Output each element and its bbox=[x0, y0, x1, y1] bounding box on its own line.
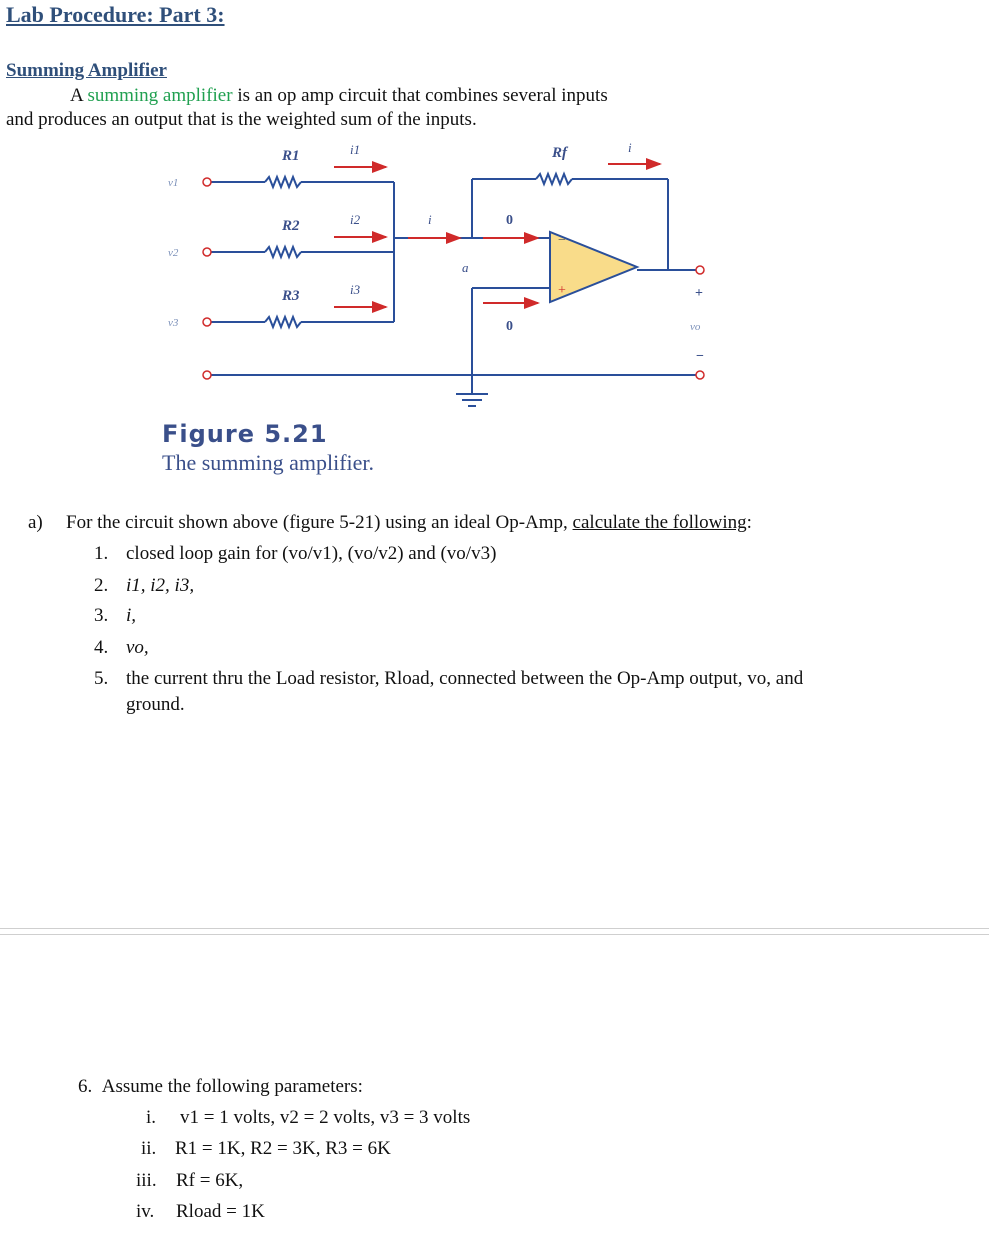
label-v3: v3 bbox=[168, 317, 179, 329]
item-5-line1: the current thru the Load resistor, Rload, connected between the Op-Amp output, vo, and bbox=[126, 668, 804, 689]
item-5-line2: ground. bbox=[126, 694, 185, 715]
param-i-number: i. bbox=[146, 1107, 157, 1128]
label-i3: i3 bbox=[350, 282, 361, 297]
param-iv-text: Rload = 1K bbox=[176, 1201, 265, 1222]
param-ii bbox=[141, 1138, 391, 1160]
label-output-plus: + bbox=[695, 286, 703, 301]
item-4-number: 4. bbox=[94, 637, 109, 658]
param-iv-number: iv. bbox=[136, 1201, 155, 1222]
item-2-text: i1, i2, i3, bbox=[126, 575, 195, 596]
opamp-plus: + bbox=[558, 283, 566, 298]
item-6-text: Assume the following parameters: bbox=[101, 1076, 363, 1097]
page-divider-top bbox=[0, 928, 989, 929]
intro-highlight: summing amplifier bbox=[87, 85, 233, 106]
resistor-r3 bbox=[265, 317, 301, 327]
label-zero-noninv: 0 bbox=[506, 319, 513, 334]
question-a-label: a) bbox=[28, 512, 43, 533]
item-6 bbox=[78, 1076, 363, 1098]
list-item-4 bbox=[94, 637, 149, 659]
param-iii bbox=[136, 1170, 243, 1192]
list-item-1 bbox=[94, 543, 496, 565]
param-ii-number: ii. bbox=[141, 1138, 157, 1159]
item-3-number: 3. bbox=[94, 605, 109, 626]
item-2-number: 2. bbox=[94, 575, 109, 596]
list-item-3 bbox=[94, 605, 136, 627]
label-rf: Rf bbox=[552, 145, 567, 161]
figure-title: Figure 5.21 bbox=[162, 420, 328, 448]
intro-rest: is an op amp circuit that combines several inputs bbox=[232, 85, 608, 106]
page-divider-bottom bbox=[0, 934, 989, 935]
label-v2: v2 bbox=[168, 247, 179, 259]
intro-prefix: A bbox=[70, 85, 88, 106]
item-1-number: 1. bbox=[94, 543, 109, 564]
item-4-text: vo, bbox=[126, 637, 149, 658]
label-i1: i1 bbox=[350, 142, 361, 157]
label-output-minus: − bbox=[696, 349, 704, 364]
param-iv bbox=[136, 1201, 265, 1223]
label-zero-inv: 0 bbox=[506, 213, 513, 228]
resistor-r2 bbox=[265, 247, 301, 257]
part-heading: Lab Procedure: Part 3: bbox=[6, 2, 225, 27]
opamp-minus: − bbox=[558, 233, 566, 248]
list-item-5 bbox=[94, 668, 914, 716]
label-r1: R1 bbox=[282, 148, 300, 164]
label-v1: v1 bbox=[168, 177, 179, 189]
label-i-feedback: i bbox=[628, 140, 632, 155]
intro-line2: and produces an output that is the weighted sum of the inputs. bbox=[6, 109, 477, 130]
label-r2: R2 bbox=[282, 218, 300, 234]
label-node-a: a bbox=[462, 260, 469, 275]
label-vo: vo bbox=[690, 321, 701, 333]
resistor-rf bbox=[536, 174, 572, 184]
item-5-number: 5. bbox=[94, 668, 109, 689]
question-a-colon: : bbox=[746, 512, 752, 533]
param-iii-text: Rf = 6K, bbox=[176, 1170, 244, 1191]
item-3-text: i, bbox=[126, 605, 137, 626]
intro-paragraph bbox=[6, 84, 706, 132]
label-r3: R3 bbox=[282, 288, 300, 304]
list-item-2 bbox=[94, 575, 194, 597]
item-6-number: 6. bbox=[78, 1076, 93, 1097]
param-i bbox=[146, 1107, 470, 1129]
label-i-sum: i bbox=[428, 212, 432, 227]
summing-amplifier-diagram bbox=[150, 132, 730, 417]
question-a-underlined: calculate the following bbox=[572, 512, 747, 533]
param-i-text: v1 = 1 volts, v2 = 2 volts, v3 = 3 volts bbox=[180, 1107, 471, 1128]
param-ii-text: R1 = 1K, R2 = 3K, R3 = 6K bbox=[175, 1138, 391, 1159]
figure-caption: The summing amplifier. bbox=[162, 450, 375, 475]
resistor-r1 bbox=[265, 177, 301, 187]
section-heading: Summing Amplifier bbox=[6, 60, 167, 81]
question-a-text: For the circuit shown above (figure 5-21) using an ideal Op-Amp, bbox=[66, 512, 573, 533]
item-1-text: closed loop gain for (vo/v1), (vo/v2) and (vo/v3) bbox=[126, 543, 497, 564]
param-iii-number: iii. bbox=[136, 1170, 157, 1191]
label-i2: i2 bbox=[350, 212, 361, 227]
question-a bbox=[28, 512, 752, 534]
